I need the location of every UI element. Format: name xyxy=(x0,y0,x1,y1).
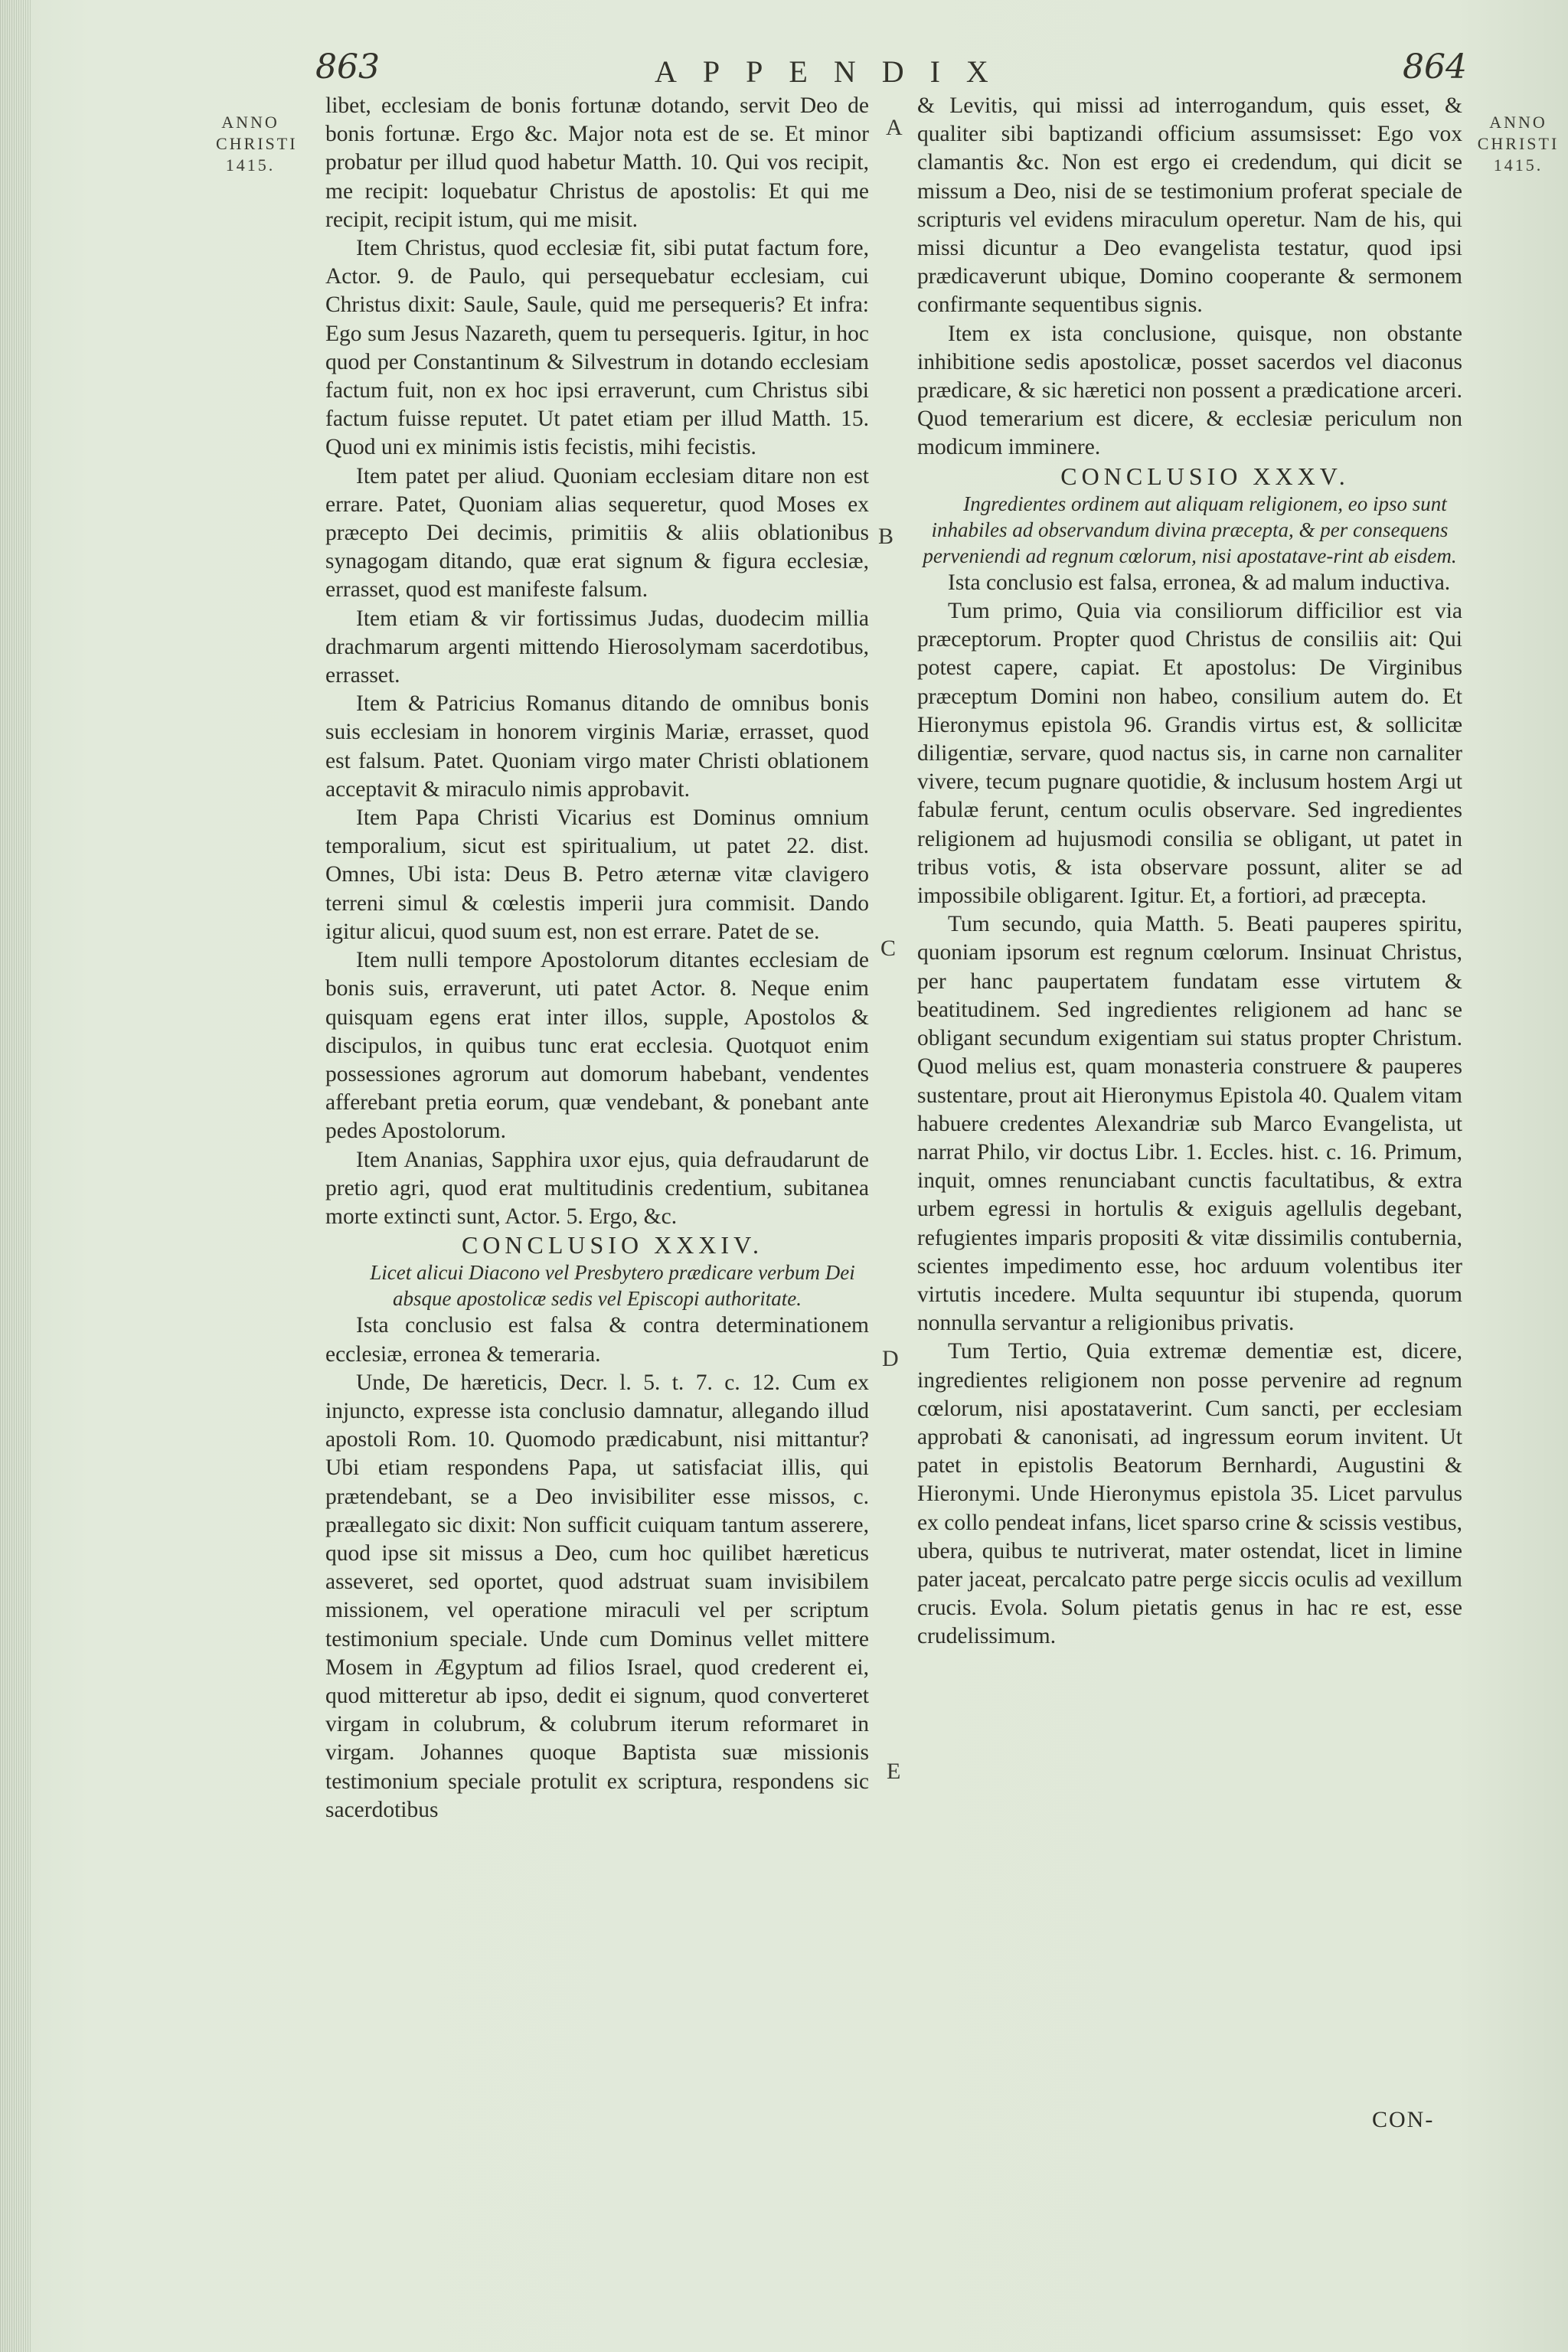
left-column xyxy=(325,92,869,1824)
paragraph: Ista conclusio est falsa, erronea, & ad malum inductiva. xyxy=(948,570,1451,595)
page-number-right: 864 xyxy=(1403,47,1467,87)
paragraph: Tum secundo, quia Matth. 5. Beati pauperes spiritu, quoniam ipsorum est regnum cœlorum. Insinuat Christus, per hanc paupertatem fundatam esse virtutem & beatitudinem. Sed ingredientes religionem ad hanc se obligant secundum exigentiam sui status propter Christum. Quod melius est, quam monasteria construere & pauperes sustentare, prout ait Hieronymus Epistola 40. Qualem vitam habuere credentes Alexandriæ sub Marco Evangelista, ut narrat Philo, vir doctus Libr. 1. Eccles. hist. c. 16. Primum, inquit, omnes renunciabant cunctis facultatibus, & extra urbem egressi in hortulis & exiguis agellulis degebant, refugientes imparis propositi & vitæ dissimilis contubernia, scientes impedimento esse, hoc arduum volentibus iter virtutis incedere. Multa sequuntur ibi stupenda, quorum nonnulla servantur a religionibus privatis. xyxy=(917,912,1462,1336)
margin-note-left: ANNO CHRISTI 1415. xyxy=(216,113,298,175)
paragraph: Ista conclusio est falsa & contra determinationem ecclesiæ, erronea & temeraria. xyxy=(325,1313,869,1367)
paragraph: Item Papa Christi Vicarius est Dominus omnium temporalium, sicut est spiritualium, ut patet 22. dist. Omnes, Ubi ista: Deus B. Petro æternæ vitæ clavigero terreni simul & cœlestis imperii jura commisit. Dando igitur alicui, quod suum est, non est errare. Patet de se. xyxy=(325,805,869,944)
margin-letter-c: C xyxy=(880,936,897,961)
margin-letter-e: E xyxy=(887,1759,901,1784)
paragraph: Item ex ista conclusione, quisque, non obstante inhibitione sedis apostolicæ, posset sacerdos vel diaconus prædicare, & sic hæretici non possent a prædicatione arceri. Quod temerarium est dicere, & ecclesiæ periculum non modicum imminere. xyxy=(917,321,1462,460)
margin-letter-b: B xyxy=(878,524,894,549)
paragraph: Item patet per aliud. Quoniam ecclesiam ditare non est errare. Patet, Quoniam alias sequeretur, quod Moses ex præcepto Dei decimis, primitiis & aliis oblationibus synagogam ditando, quæ erat signum & figura ecclesiæ, errasset, quod est manifeste falsum. xyxy=(325,463,869,603)
paragraph: Tum primo, Quia via consiliorum difficilior est via præceptorum. Propter quod Christus de consiliis ait: Qui potest capere, capiat. Et apostolus: De Virginibus præceptum Domini non habeo, consilium autem do. Et Hieronymus epistola 96. Grandis virtus est, & sollicitæ diligentiæ, servare, quod nactus sis, in carne non carnaliter vivere, tecum pugnare quotidie, & inclusum hostem Argi ut fabulæ ferunt, centum oculis observare. Sed ingredientes religionem ad hujusmodi consilia se obligant, ut patet in tribus votis, & ista observare possunt, aliter se ad impossibile obligarent. Igitur. Et, a fortiori, ad præcepta. xyxy=(917,599,1462,909)
paragraph: Unde, De hæreticis, Decr. l. 5. t. 7. c. 12. Cum ex injuncto, expresse ista conclusio damnatur, allegando illud apostoli Rom. 10. Quomodo prædicabunt, nisi mittantur? Ubi etiam respondens Papa, ut satisfaciat illis, qui prætendebant, se a Deo invisibiliter esse missos, c. præallegato sic dixit: Non sufficit cuiquam tantum asserere, quod ipse sit missus a Deo, cum hoc quilibet hæreticus asseveret, sed oportet, quod adstruat suam invisibilem missionem, vel operatione miraculi vel per scriptum testimonium speciale. Unde cum Dominus vellet mittere Mosem in Ægyptum ad filios Israel, quod crederent ei, quod mitteretur ab ipso, dedit ei signum, quod converteret virgam in colubrum, & colubrum iterum reformaret in virgam. Johannes quoque Baptista suæ missionis testimonium speciale protulit ex scriptura, respondens sic sacerdotibus xyxy=(325,1370,869,1822)
margin-letter-d: D xyxy=(882,1346,899,1371)
conclusion-proposition: Licet alicui Diacono vel Presbytero prædicare verbum Dei absque apostolicæ sedis vel Episcopi authoritate. xyxy=(370,1261,855,1311)
right-column xyxy=(917,92,1462,1651)
paragraph: Item etiam & vir fortissimus Judas, duodecim millia drachmarum argenti mittendo Hierosolymam sacerdotibus, errasset. xyxy=(325,606,869,688)
paragraph: Tum Tertio, Quia extremæ dementiæ est, dicere, ingredientes religionem non posse pervenire ad regnum cœlorum, nisi apostataverint. Cum sancti, per ecclesiam approbati & canonisati, ad ingressum eorum invitent. Ut patet in epistolis Beatorum Bernhardi, Augustini & Hieronymi. Unde Hieronymus epistola 35. Licet parvulus ex collo pendeat infans, licet sparso crine & scissis vestibus, ubera, quibus te nutriverat, mater ostendat, licet in limine pater jaceat, percalcato patre perge siccis oculis ad vexillum crucis. Evola. Solum pietatis genus in hac re est, esse crudelissimum. xyxy=(917,1339,1462,1649)
paragraph: Item Christus, quod ecclesiæ fit, sibi putat factum fore, Actor. 9. de Paulo, qui persequebatur ecclesiam, cui Christus dixit: Saule, Saule, quid me persequeris? Et infra: Ego sum Jesus Nazareth, quem tu persequeris. Igitur, in hoc quod per Constantinum & Silvestrum in dotando ecclesiam factum fuit, non ex hoc ipsi erraverunt, cum Christus sibi factum fuisse reputet. Ut patet etiam per illud Matth. 15. Quod uni ex minimis istis fecistis, mihi fecistis. xyxy=(325,236,869,460)
margin-note-right: ANNO CHRISTI 1415. xyxy=(1477,113,1560,175)
paragraph: Item nulli tempore Apostolorum ditantes ecclesiam de bonis suis, erraverunt, uti patet Actor. 8. Neque enim quisquam egens erat inter illos, supple, Apostolos & discipulos, in quibus tunc erat ecclesia. Quotquot enim possessiones agrorum aut domorum habebant, vendentes afferebant pretia eorum, quæ vendebant, & ponebant ante pedes Apostolorum. xyxy=(325,948,869,1144)
page-number-left: 863 xyxy=(315,47,380,87)
running-title: APPENDIX xyxy=(655,54,1014,89)
margin-letter-a: A xyxy=(886,115,903,140)
paragraph: libet, ecclesiam de bonis fortunæ dotando, servit Deo de bonis fortunæ. Ergo &c. Major nota est de se. Et minor probatur per illud quod habetur Matth. 10. Qui vos recipit, me recipit: loquebatur Christus de apostolis: Et qui me recipit, recipit istum, qui me misit. xyxy=(325,93,869,232)
catchword: CON- xyxy=(1372,2107,1435,2132)
paragraph: & Levitis, qui missi ad interrogandum, quis esset, & qualiter sibi baptizandi officium assumsisset: Ego vox clamantis &c. Non est ergo ei credendum, qui dicit se missum a Deo, nisi de se testimonium proferat speciale de scripturis vel evidens miraculum operetur. Nam de his, qui missi dicuntur a Deo evangelista testatur, quod ipsi prædicaverunt ubique, Domino cooperante & sermonem confirmante sequentibus signis. xyxy=(917,93,1462,318)
conclusion-heading: CONCLUSIO XXXIV. xyxy=(461,1231,764,1259)
book-gutter xyxy=(0,0,31,2352)
paragraph: Item Ananias, Sapphira uxor ejus, quia defraudarunt de pretio agri, quod erat multitudinis credentium, subitanea morte extincti sunt, Actor. 5. Ergo, &c. xyxy=(325,1147,869,1229)
conclusion-heading: CONCLUSIO XXXV. xyxy=(1060,462,1350,490)
conclusion-proposition: Ingredientes ordinem aut aliquam religionem, eo ipso sunt inhabiles ad observandum divina præcepta, & per consequens perveniendi ad regnum cœlorum, nisi apostatave-rint ab eisdem. xyxy=(923,492,1457,567)
paragraph: Item & Patricius Romanus ditando de omnibus bonis suis ecclesiam in honorem virginis Mariæ, errasset, quod est falsum. Patet. Quoniam virgo mater Christi oblationem acceptavit & miraculo nimis approbavit. xyxy=(325,691,869,802)
